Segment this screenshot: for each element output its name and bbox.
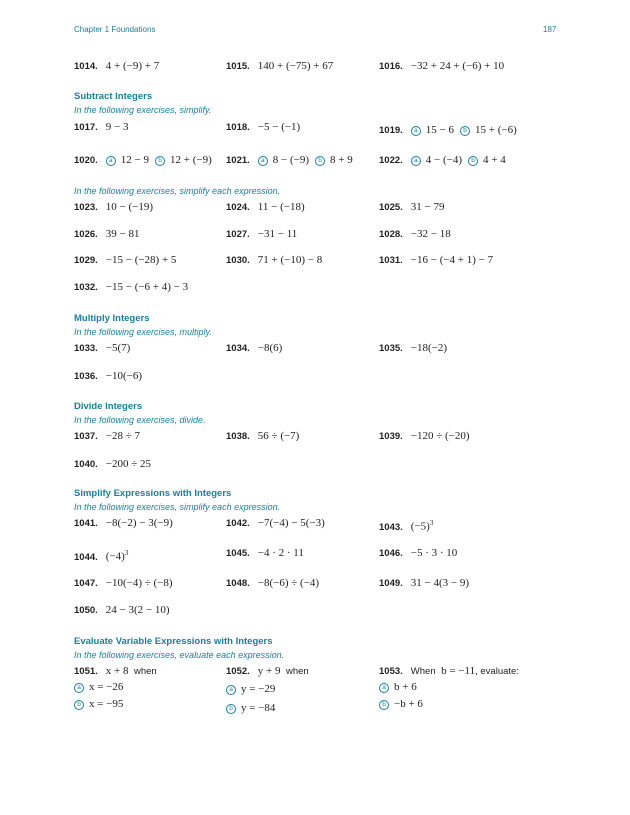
problem-expression: −5 · 3 · 10: [410, 547, 458, 559]
part-b-label: b: [379, 700, 389, 710]
problem-number: 1016.: [379, 61, 403, 72]
problem-1022: [379, 154, 506, 167]
problem-expression: 11 − (−18): [257, 201, 305, 213]
problem-expression: −120 ÷ (−20): [410, 430, 470, 442]
problem-1020: [74, 154, 212, 167]
problem-1052-part-b: [226, 702, 275, 715]
problem-number: 1029.: [74, 255, 98, 266]
instruction-evaluate: In the following exercises, evaluate each expression.: [74, 650, 285, 660]
problem-number: 1040.: [74, 459, 98, 470]
instruction-multiply: In the following exercises, multiply.: [74, 327, 212, 337]
problem-expression: $(-5)^3$: [410, 519, 434, 533]
part-a-label: a: [74, 683, 84, 693]
problem-number: 1042.: [226, 518, 250, 529]
part-b-label: b: [155, 156, 165, 166]
problem-1047: [74, 577, 173, 589]
problem-expression: 31 − 79: [410, 201, 445, 213]
problem-expression: −32 − 18: [410, 228, 451, 240]
problem-1044: [74, 549, 128, 563]
problem-1016: [379, 60, 504, 72]
problem-number: 1052.: [226, 666, 250, 677]
problem-expression: $(-4)^3$: [105, 549, 129, 563]
part-a-label: a: [226, 685, 236, 695]
problem-expression: 31 − 4(3 − 9): [410, 577, 470, 589]
section-heading-evaluate: Evaluate Variable Expressions with Integers: [74, 636, 273, 647]
problem-number: 1053.: [379, 666, 403, 677]
instruction-simplify-each-2: In the following exercises, simplify each expression.: [74, 502, 281, 512]
problem-1053-part-b: [379, 698, 423, 711]
problem-number: 1023.: [74, 202, 98, 213]
problem-1043: [379, 519, 433, 533]
problem-expression: −10(−4) ÷ (−8): [105, 577, 173, 589]
problem-expression: −8(−2) − 3(−9): [105, 517, 173, 529]
problem-number: 1030.: [226, 255, 250, 266]
problem-expression: −10(−6): [105, 370, 143, 382]
problem-expression: −15 − (−28) + 5: [105, 254, 177, 266]
problem-number: 1041.: [74, 518, 98, 529]
problem-1051: [74, 665, 157, 677]
problem-number: 1039.: [379, 431, 403, 442]
problem-1053: [379, 665, 519, 677]
problem-number: 1014.: [74, 61, 98, 72]
problem-expression: −15 − (−6 + 4) − 3: [105, 281, 189, 293]
problem-1051-part-b: [74, 698, 123, 711]
problem-1041: [74, 517, 173, 529]
section-heading-multiply: Multiply Integers: [74, 313, 150, 324]
part-b-label: b: [460, 126, 470, 136]
part-b-label: b: [315, 156, 325, 166]
problem-1031: [379, 254, 493, 266]
part-a-expression: x = −26: [89, 681, 124, 693]
section-heading-divide: Divide Integers: [74, 401, 143, 412]
problem-expression: 9 − 3: [105, 121, 129, 133]
problem-expression: x + 8 when: [105, 665, 157, 677]
problem-1024: [226, 201, 305, 213]
problem-number: 1047.: [74, 578, 98, 589]
problem-1038: [226, 430, 299, 442]
problem-1037: [74, 430, 140, 442]
part-a-label: a: [258, 156, 268, 166]
part-b-label: b: [468, 156, 478, 166]
problem-expression: 71 + (−10) − 8: [257, 254, 323, 266]
instruction-simplify-each: In the following exercises, simplify each expression.: [74, 186, 281, 196]
problem-1019: [379, 124, 517, 137]
problem-1027: [226, 228, 297, 240]
problem-number: 1051.: [74, 666, 98, 677]
problem-expression: 24 − 3(2 − 10): [105, 604, 170, 616]
problem-1034: [226, 342, 282, 354]
part-a-label: a: [411, 126, 421, 136]
instruction-simplify: In the following exercises, simplify.: [74, 105, 212, 115]
problem-1052: [226, 665, 309, 677]
part-b-expression: −b + 6: [394, 698, 423, 710]
problem-number: 1049.: [379, 578, 403, 589]
part-b-expression: 12 + (−9): [170, 154, 212, 166]
problem-expression: −28 ÷ 7: [105, 430, 141, 442]
part-a-expression: 12 − 9: [120, 154, 149, 166]
problem-expression: 4 + (−9) + 7: [105, 60, 160, 72]
problem-number: 1032.: [74, 282, 98, 293]
part-a-label: a: [106, 156, 116, 166]
problem-number: 1020.: [74, 155, 98, 166]
problem-1033: [74, 342, 130, 354]
problem-expression: y + 9 when: [257, 665, 309, 677]
part-b-expression: 4 + 4: [483, 154, 506, 166]
part-b-expression: 15 + (−6): [475, 124, 517, 136]
problem-number: 1045.: [226, 548, 250, 559]
problem-1050: [74, 604, 170, 616]
problem-1049: [379, 577, 469, 589]
part-a-label: a: [379, 683, 389, 693]
problem-number: 1028.: [379, 229, 403, 240]
problem-expression: When b = −11, evaluate:: [410, 665, 519, 677]
problem-1029: [74, 254, 176, 266]
chapter-header: Chapter 1 Foundations: [74, 25, 156, 34]
problem-number: 1015.: [226, 61, 250, 72]
problem-1048: [226, 577, 319, 589]
problem-1053-part-a: [379, 681, 417, 694]
part-a-expression: 8 − (−9): [272, 154, 310, 166]
part-b-expression: 8 + 9: [330, 154, 353, 166]
problem-1015: [226, 60, 333, 72]
problem-number: 1025.: [379, 202, 403, 213]
part-b-label: b: [74, 700, 84, 710]
part-b-expression: y = −84: [241, 702, 276, 714]
problem-1046: [379, 547, 457, 559]
section-heading-simplify: Simplify Expressions with Integers: [74, 488, 232, 499]
problem-expression: −8(−6) ÷ (−4): [257, 577, 320, 589]
part-a-expression: b + 6: [394, 681, 417, 693]
part-a-expression: 4 − (−4): [425, 154, 463, 166]
section-heading-subtract: Subtract Integers: [74, 91, 153, 102]
problem-1018: [226, 121, 300, 133]
problem-1014: [74, 60, 159, 72]
problem-number: 1038.: [226, 431, 250, 442]
problem-number: 1036.: [74, 371, 98, 382]
problem-number: 1033.: [74, 343, 98, 354]
problem-number: 1022.: [379, 155, 403, 166]
problem-expression: −8(6): [257, 342, 283, 354]
problem-expression: 56 ÷ (−7): [257, 430, 300, 442]
problem-1039: [379, 430, 470, 442]
problem-expression: 39 − 81: [105, 228, 140, 240]
problem-1026: [74, 228, 140, 240]
part-b-label: b: [226, 704, 236, 714]
problem-number: 1017.: [74, 122, 98, 133]
problem-1025: [379, 201, 445, 213]
problem-number: 1048.: [226, 578, 250, 589]
problem-number: 1026.: [74, 229, 98, 240]
problem-expression: −31 − 11: [257, 228, 298, 240]
problem-1032: [74, 281, 188, 293]
problem-expression: −4 · 2 · 11: [257, 547, 304, 559]
problem-1030: [226, 254, 322, 266]
problem-number: 1044.: [74, 551, 98, 563]
problem-expression: −5(7): [105, 342, 131, 354]
problem-1051-part-a: [74, 681, 123, 694]
problem-number: 1024.: [226, 202, 250, 213]
problem-expression: −18(−2): [410, 342, 448, 354]
part-a-label: a: [411, 156, 421, 166]
problem-1045: [226, 547, 304, 559]
problem-expression: −5 − (−1): [257, 121, 301, 133]
part-a-expression: y = −29: [241, 683, 276, 695]
problem-number: 1027.: [226, 229, 250, 240]
problem-1040: [74, 458, 151, 470]
problem-number: 1037.: [74, 431, 98, 442]
problem-1028: [379, 228, 451, 240]
problem-expression: −200 ÷ 25: [105, 458, 152, 470]
problem-1036: [74, 370, 142, 382]
problem-number: 1018.: [226, 122, 250, 133]
problem-number: 1031.: [379, 255, 403, 266]
part-b-expression: x = −95: [89, 698, 124, 710]
problem-1017: [74, 121, 129, 133]
problem-number: 1050.: [74, 605, 98, 616]
problem-1052-part-a: [226, 683, 275, 696]
problem-expression: 140 + (−75) + 67: [257, 60, 334, 72]
problem-number: 1021.: [226, 155, 250, 166]
instruction-divide: In the following exercises, divide.: [74, 415, 206, 425]
problem-number: 1035.: [379, 343, 403, 354]
problem-number: 1034.: [226, 343, 250, 354]
page-number: 187: [543, 25, 557, 34]
problem-1021: [226, 154, 353, 167]
problem-number: 1043.: [379, 521, 403, 533]
problem-number: 1019.: [379, 125, 403, 136]
problem-number: 1046.: [379, 548, 403, 559]
problem-expression: −32 + 24 + (−6) + 10: [410, 60, 505, 72]
problem-expression: −16 − (−4 + 1) − 7: [410, 254, 494, 266]
part-a-expression: 15 − 6: [425, 124, 454, 136]
problem-expression: 10 − (−19): [105, 201, 154, 213]
problem-1035: [379, 342, 447, 354]
problem-1042: [226, 517, 325, 529]
problem-expression: −7(−4) − 5(−3): [257, 517, 325, 529]
problem-1023: [74, 201, 153, 213]
